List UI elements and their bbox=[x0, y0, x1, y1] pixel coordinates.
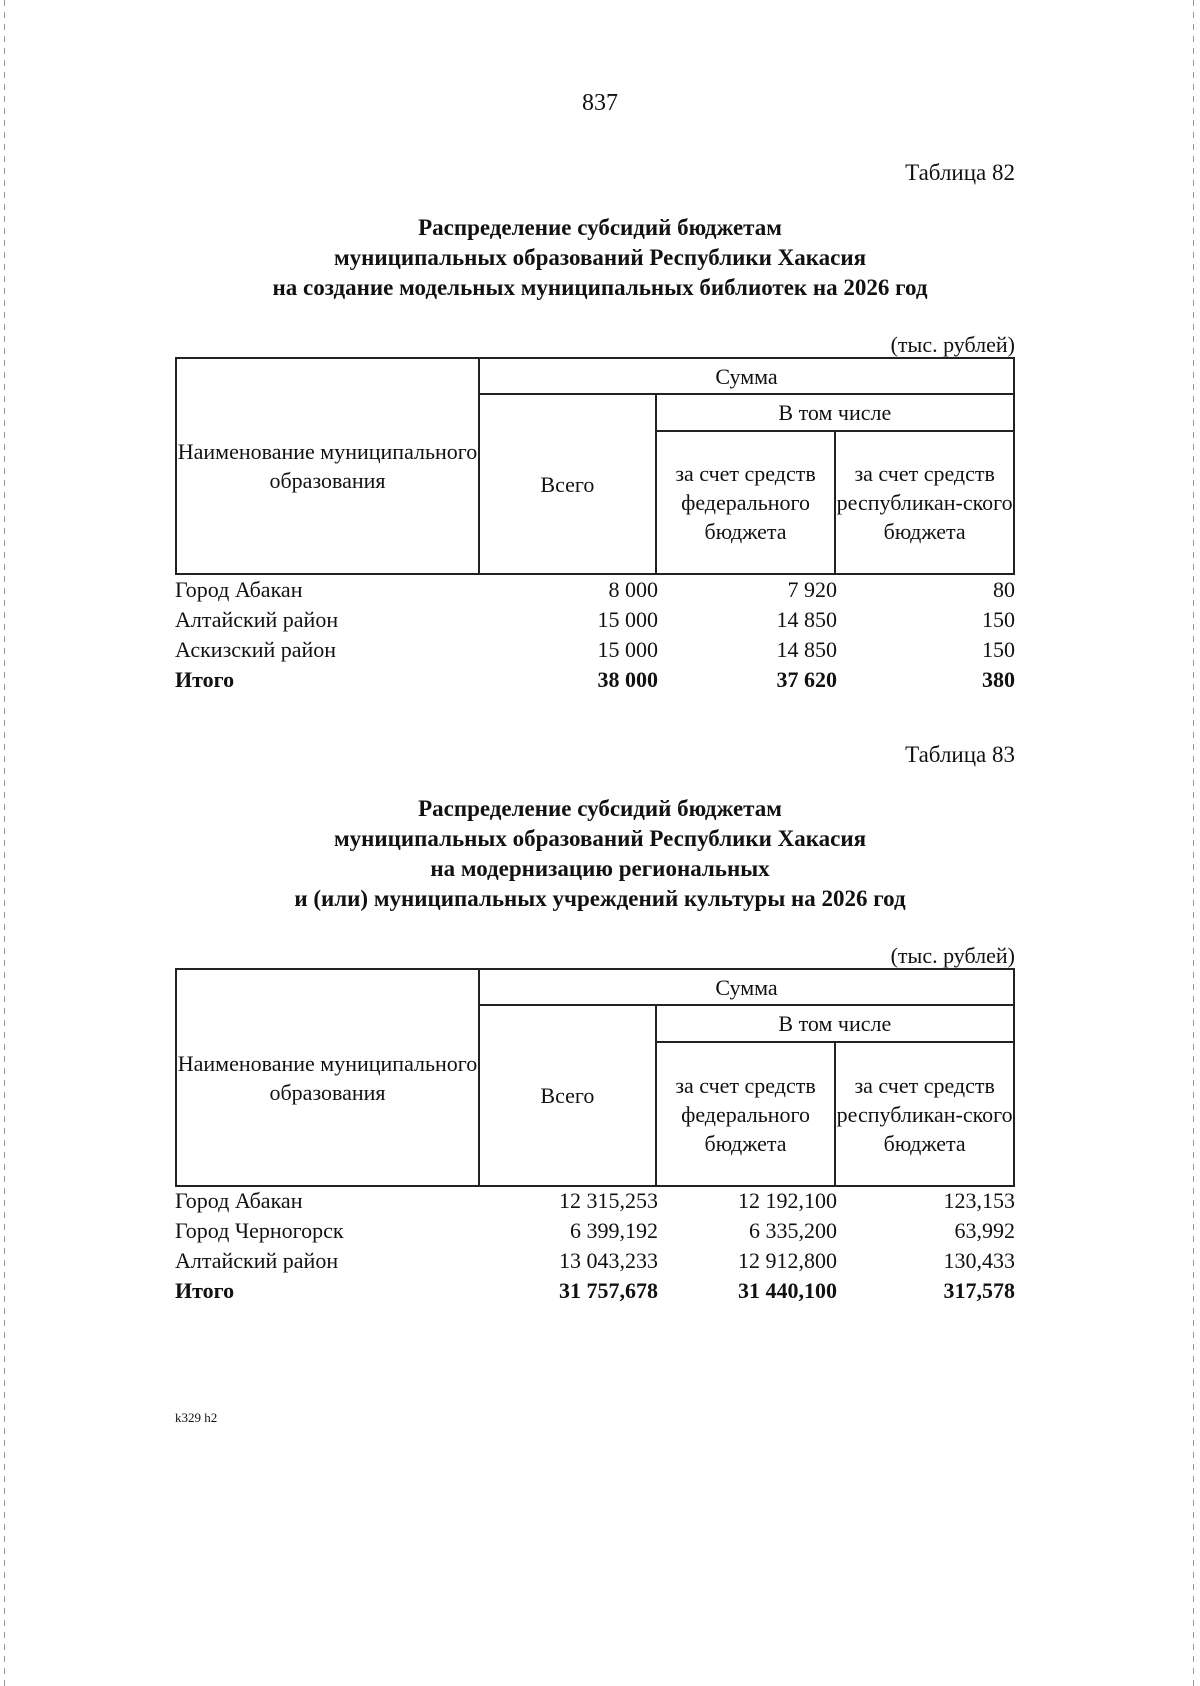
cell-total: 6 399,192 bbox=[570, 1218, 658, 1243]
table-row bbox=[175, 1186, 1015, 1216]
table-label: Таблица 83 bbox=[905, 742, 1015, 767]
header-republic: за счет средств республикан-ского бюджета bbox=[835, 431, 1014, 574]
header-federal: за счет средств федерального бюджета bbox=[656, 431, 836, 574]
cell-federal: 37 620 bbox=[776, 667, 837, 692]
cell-republic: 150 bbox=[982, 637, 1015, 662]
title-line: Распределение субсидий бюджетам bbox=[418, 215, 782, 240]
cell-total: 15 000 bbox=[597, 637, 658, 662]
header-republic: за счет средств республикан-ского бюджета bbox=[835, 1042, 1014, 1186]
title-line: и (или) муниципальных учреждений культуры на 2026 год bbox=[294, 886, 906, 911]
cell-total: 12 315,253 bbox=[559, 1188, 658, 1213]
cell-republic: 150 bbox=[982, 607, 1015, 632]
table-title bbox=[0, 213, 1200, 303]
cell-federal: 12 912,800 bbox=[738, 1248, 837, 1273]
header-federal: за счет средств федерального бюджета bbox=[656, 1042, 836, 1186]
cell-total: 38 000 bbox=[597, 667, 658, 692]
cell-federal: 31 440,100 bbox=[738, 1278, 837, 1303]
cell-name: Итого bbox=[175, 1278, 235, 1303]
cell-federal: 14 850 bbox=[776, 637, 837, 662]
table-header bbox=[175, 357, 1015, 575]
cell-republic: 130,433 bbox=[943, 1248, 1015, 1273]
cell-name: Город Абакан bbox=[175, 1188, 303, 1213]
table-title bbox=[0, 794, 1200, 914]
cell-name: Аскизский район bbox=[175, 637, 337, 662]
cell-republic: 317,578 bbox=[943, 1278, 1015, 1303]
table-row bbox=[175, 605, 1015, 635]
cell-total: 15 000 bbox=[597, 607, 658, 632]
table-body bbox=[175, 1186, 1015, 1306]
title-line: Распределение субсидий бюджетам bbox=[418, 796, 782, 821]
table-row bbox=[175, 1246, 1015, 1276]
table-label: Таблица 82 bbox=[905, 160, 1015, 185]
total-row bbox=[175, 1276, 1015, 1306]
cell-name: Алтайский район bbox=[175, 1248, 339, 1273]
footer-code: k329 h2 bbox=[175, 1410, 218, 1425]
title-line: муниципальных образований Республики Хакасия bbox=[333, 245, 867, 270]
page-number: 837 bbox=[582, 90, 618, 116]
cell-total: 13 043,233 bbox=[559, 1248, 658, 1273]
table-body bbox=[175, 575, 1015, 695]
cell-republic: 63,992 bbox=[954, 1218, 1015, 1243]
unit-label: (тыс. рублей) bbox=[890, 332, 1015, 357]
total-row bbox=[175, 665, 1015, 695]
table-row bbox=[175, 1216, 1015, 1246]
cell-total: 8 000 bbox=[608, 577, 658, 602]
cell-federal: 12 192,100 bbox=[738, 1188, 837, 1213]
cell-republic: 380 bbox=[982, 667, 1015, 692]
header-including: В том числе bbox=[656, 1005, 1014, 1042]
cell-republic: 123,153 bbox=[943, 1188, 1015, 1213]
table-header bbox=[175, 968, 1015, 1187]
cell-federal: 6 335,200 bbox=[749, 1218, 837, 1243]
cell-name: Итого bbox=[175, 667, 235, 692]
cell-name: Город Абакан bbox=[175, 577, 303, 602]
cell-total: 31 757,678 bbox=[559, 1278, 658, 1303]
cell-name: Алтайский район bbox=[175, 607, 339, 632]
header-sum: Сумма bbox=[479, 358, 1014, 394]
header-name: Наименование муниципального образования bbox=[176, 358, 479, 574]
cell-republic: 80 bbox=[993, 577, 1015, 602]
cell-name: Город Черногорск bbox=[175, 1218, 344, 1243]
title-line: на создание модельных муниципальных библиотек на 2026 год bbox=[272, 275, 928, 300]
header-total: Всего bbox=[479, 1005, 656, 1186]
title-line: муниципальных образований Республики Хакасия bbox=[333, 826, 867, 851]
header-total: Всего bbox=[479, 394, 656, 574]
cell-federal: 14 850 bbox=[776, 607, 837, 632]
header-name: Наименование муниципального образования bbox=[176, 969, 479, 1186]
unit-label: (тыс. рублей) bbox=[890, 943, 1015, 968]
cell-federal: 7 920 bbox=[787, 577, 837, 602]
title-line: на модернизацию региональных bbox=[430, 856, 770, 881]
header-including: В том числе bbox=[656, 394, 1014, 431]
header-sum: Сумма bbox=[479, 969, 1014, 1005]
table-row bbox=[175, 635, 1015, 665]
table-row bbox=[175, 575, 1015, 605]
